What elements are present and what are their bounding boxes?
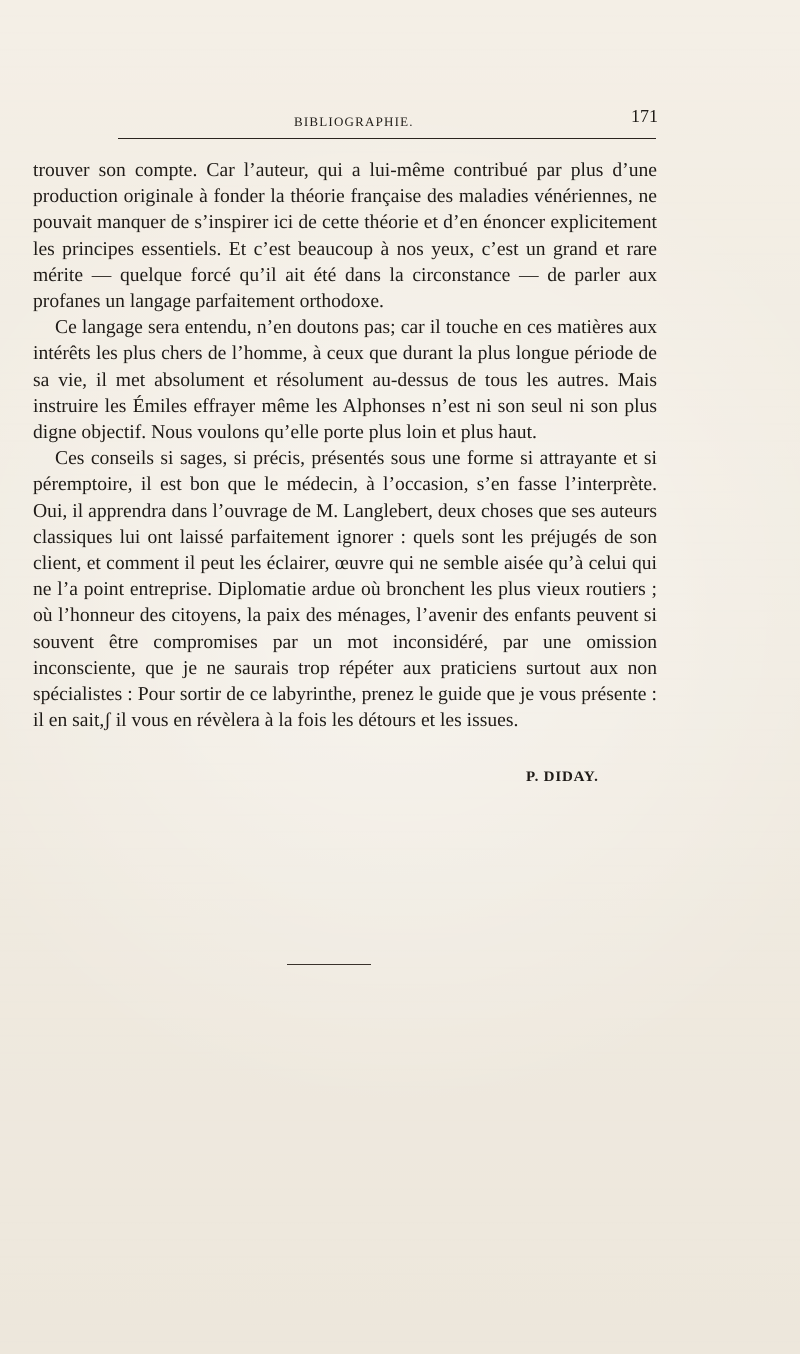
end-ornament [287, 963, 371, 967]
author-signature: P. DIDAY. [526, 769, 599, 785]
paragraph-2: Ce langage sera entendu, n’en doutons pas; car il touche en ces matières aux intérêts les plus chers de l’homme, à ceux que durant la plus longue période de sa vie, il met absolument et résolument au-dessus de tous les autres. Mais instruire les Émiles effrayer même les Alphonses n’est ni son seul ni son plus digne objectif. Nous voulons qu’elle porte plus loin et plus haut. [33, 317, 657, 444]
paragraph-1: trouver son compte. Car l’auteur, qui a lui-même contribué par plus d’une production originale à fonder la théorie française des maladies vénériennes, ne pouvait manquer de s’inspirer ici de cette théorie et d’en énoncer explicitement les principes essentiels. Et c’est beaucoup à nos yeux, c’est un grand et rare mérite — quelque forcé qu’il ait été dans la circonstance — de parler aux profanes un langage parfaitement orthodoxe. [33, 160, 657, 313]
running-title: BIBLIOGRAPHIE. [294, 114, 414, 129]
page-number: 171 [631, 106, 658, 126]
header-rule [118, 138, 656, 139]
page-header [118, 106, 658, 134]
main-text [33, 158, 657, 734]
paragraph-3: Ces conseils si sages, si précis, présentés sous une forme si attrayante et si péremptoire, il est bon que le médecin, à l’occasion, s’en fasse l’interprète. Oui, il apprendra dans l’ouvrage de M. Langlebert, deux choses que ses auteurs classiques lui ont laissé parfaitement ignorer : quels sont les préjugés de son client, et comment il peut les éclairer, œuvre qui ne semble aisée qu’à celui qui ne l’a point entreprise. Diplomatie ardue où bronchent les plus vieux routiers ; où l’honneur des citoyens, la paix des ménages, l’avenir des enfants peuvent si souvent être compromises par un mot inconsidéré, par une omission inconsciente, que je ne saurais trop répéter aux praticiens surtout aux non spécialistes : Pour sortir de ce labyrinthe, prenez le guide que je vous présente : il en sait,ʃ il vous en révèlera à la fois les détours et les issues. [33, 448, 657, 732]
